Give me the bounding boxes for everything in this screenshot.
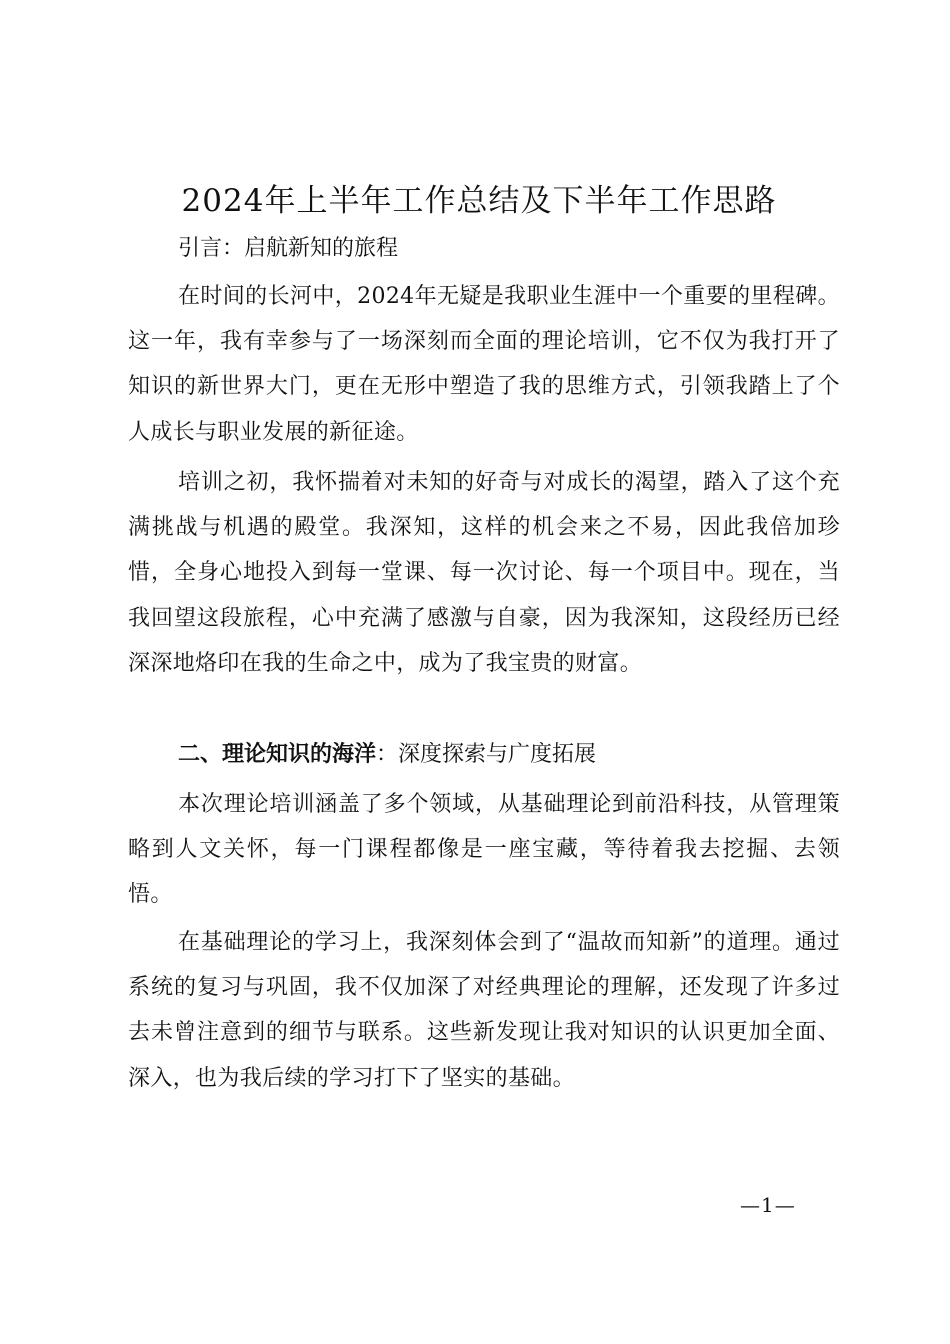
page-number: —1— bbox=[740, 1193, 796, 1217]
paragraph-3: 本次理论培训涵盖了多个领域，从基础理论到前沿科技，从管理策略到人文关怀，每一门课程都像是一座宝藏，等待着我去挖掘、去领悟。 bbox=[128, 792, 840, 908]
section-heading-2 bbox=[178, 738, 596, 772]
paragraph-4: 在基础理论的学习上，我深刻体会到了“温故而知新”的道理。通过系统的复习与巩固，我不仅加深了对经典理论的理解，还发现了许多过去未曾注意到的细节与联系。这些新发现让我对知识的认识更加全面、深入，也为我后续的学习打下了坚实的基础。 bbox=[128, 930, 840, 1091]
document-title: 2024年上半年工作总结及下半年工作思路 bbox=[181, 183, 777, 219]
section-heading-2-rest: ：深度探索与广度拓展 bbox=[376, 742, 597, 767]
section-heading-2-bold: 二、理论知识的海洋 bbox=[178, 742, 377, 767]
intro-heading: 引言：启航新知的旅程 bbox=[178, 236, 399, 261]
paragraph-1: 在时间的长河中，2024年无疑是我职业生涯中一个重要的里程碑。这一年，我有幸参与了一场深刻而全面的理论培训，它不仅为我打开了知识的新世界大门，更在无形中塑造了我的思维方式，引领我踏上了个人成长与职业发展的新征途。 bbox=[128, 284, 840, 445]
paragraph-2: 培训之初，我怀揣着对未知的好奇与对成长的渴望，踏入了这个充满挑战与机遇的殿堂。我深知，这样的机会来之不易，因此我倍加珍惜，全身心地投入到每一堂课、每一次讨论、每一个项目中。现在，当我回望这段旅程，心中充满了感激与自豪，因为我深知，这段经历已经深深地烙印在我的生命之中，成为了我宝贵的财富。 bbox=[128, 470, 840, 676]
